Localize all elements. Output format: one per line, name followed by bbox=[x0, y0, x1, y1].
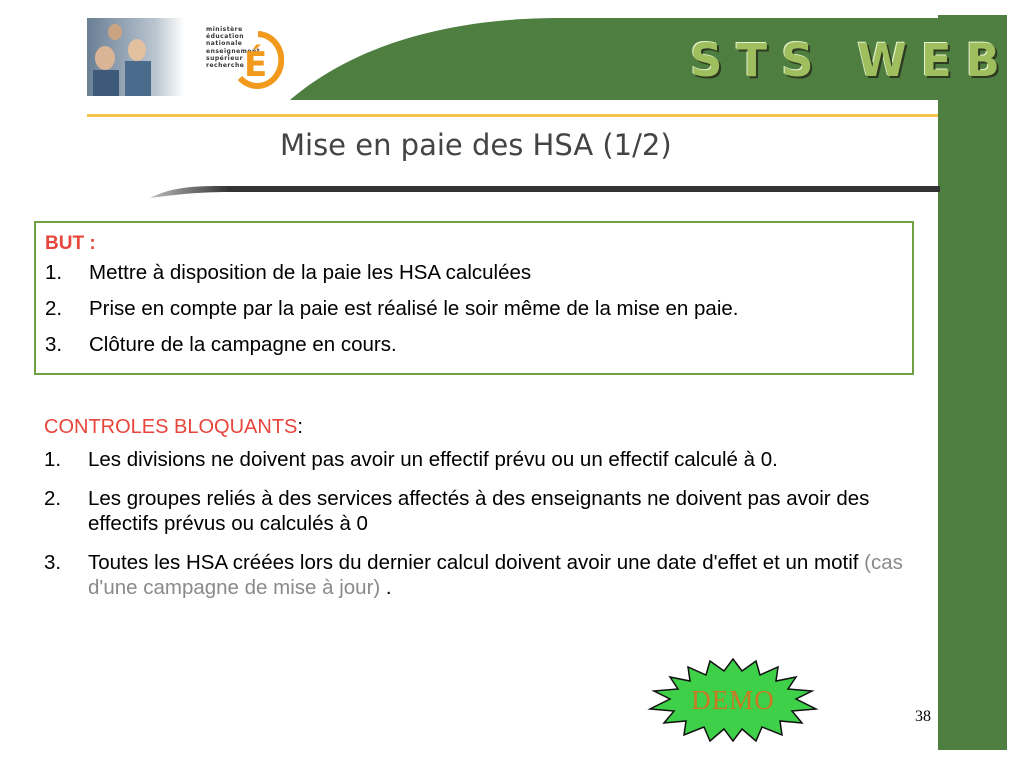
ministry-e-logo bbox=[232, 30, 284, 92]
list-number: 1. bbox=[44, 448, 62, 471]
slide-title: Mise en paie des HSA (1/2) bbox=[280, 128, 672, 162]
list-text-end: . bbox=[380, 576, 392, 599]
list-number: 1. bbox=[45, 261, 63, 284]
right-green-band bbox=[938, 15, 1007, 750]
list-number: 2. bbox=[44, 487, 62, 510]
ministry-text: ministère éducation nationale enseignement supérieur recherche bbox=[206, 26, 261, 70]
page-number: 38 bbox=[915, 708, 931, 725]
list-text-main: Toutes les HSA créées lors du dernier calcul doivent avoir une date d'effet et un motif bbox=[88, 551, 865, 574]
list-number: 2. bbox=[45, 297, 63, 320]
list-text: Les divisions ne doivent pas avoir un effectif prévu ou un effectif calculé à 0. bbox=[88, 448, 778, 471]
list-item bbox=[44, 486, 924, 536]
controls-heading bbox=[44, 416, 924, 439]
controls-heading-text: CONTROLES BLOQUANTS bbox=[44, 416, 298, 438]
list-item bbox=[44, 550, 924, 600]
demo-button[interactable] bbox=[646, 657, 820, 743]
svg-text:É: É bbox=[244, 45, 268, 85]
list-text-note: (cas d'une campagne de mise à jour) bbox=[88, 551, 903, 599]
list-item bbox=[45, 260, 904, 285]
list-item bbox=[45, 332, 904, 357]
demo-label: DEMO bbox=[691, 684, 775, 715]
but-box bbox=[34, 221, 914, 375]
list-text: Les groupes reliés à des services affectés à des enseignants ne doivent pas avoir des effectifs prévus ou calculés à 0 bbox=[88, 487, 870, 535]
app-title: STS WEB bbox=[690, 34, 1014, 87]
list-number: 3. bbox=[45, 333, 63, 356]
header-divider bbox=[87, 114, 938, 117]
but-heading: BUT : bbox=[45, 233, 96, 254]
list-number: 3. bbox=[44, 551, 62, 574]
controls-heading-colon: : bbox=[297, 416, 303, 438]
logo-photo bbox=[87, 18, 184, 96]
list-text: Clôture de la campagne en cours. bbox=[89, 333, 397, 356]
list-item bbox=[45, 296, 904, 321]
list-text: Prise en compte par la paie est réalisé le soir même de la mise en paie. bbox=[89, 297, 739, 320]
controls-section bbox=[44, 416, 924, 614]
title-swoosh bbox=[150, 182, 940, 204]
list-text bbox=[88, 551, 903, 599]
list-text: Mettre à disposition de la paie les HSA calculées bbox=[89, 261, 532, 284]
list-item bbox=[44, 447, 924, 472]
